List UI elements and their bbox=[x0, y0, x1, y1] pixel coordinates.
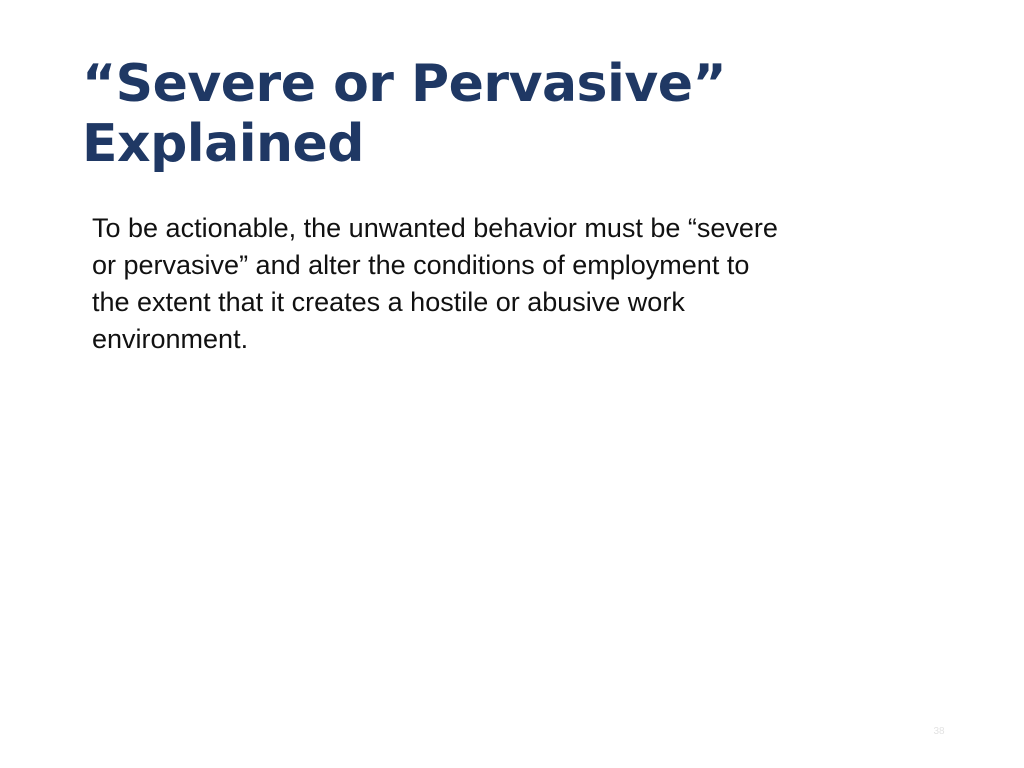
slide-title-line-2: Explained bbox=[82, 114, 365, 174]
body-line-2: or pervasive” and alter the conditions of employment to bbox=[92, 250, 750, 280]
slide-title-line-1: “Severe or Pervasive” bbox=[82, 54, 727, 114]
slide-body-text bbox=[92, 210, 932, 358]
slide-number: 38 bbox=[933, 726, 945, 737]
slide-title bbox=[82, 54, 862, 174]
body-line-3: the extent that it creates a hostile or abusive work bbox=[92, 287, 685, 317]
body-line-4: environment. bbox=[92, 324, 249, 354]
body-line-1: To be actionable, the unwanted behavior must be “severe bbox=[92, 213, 778, 243]
